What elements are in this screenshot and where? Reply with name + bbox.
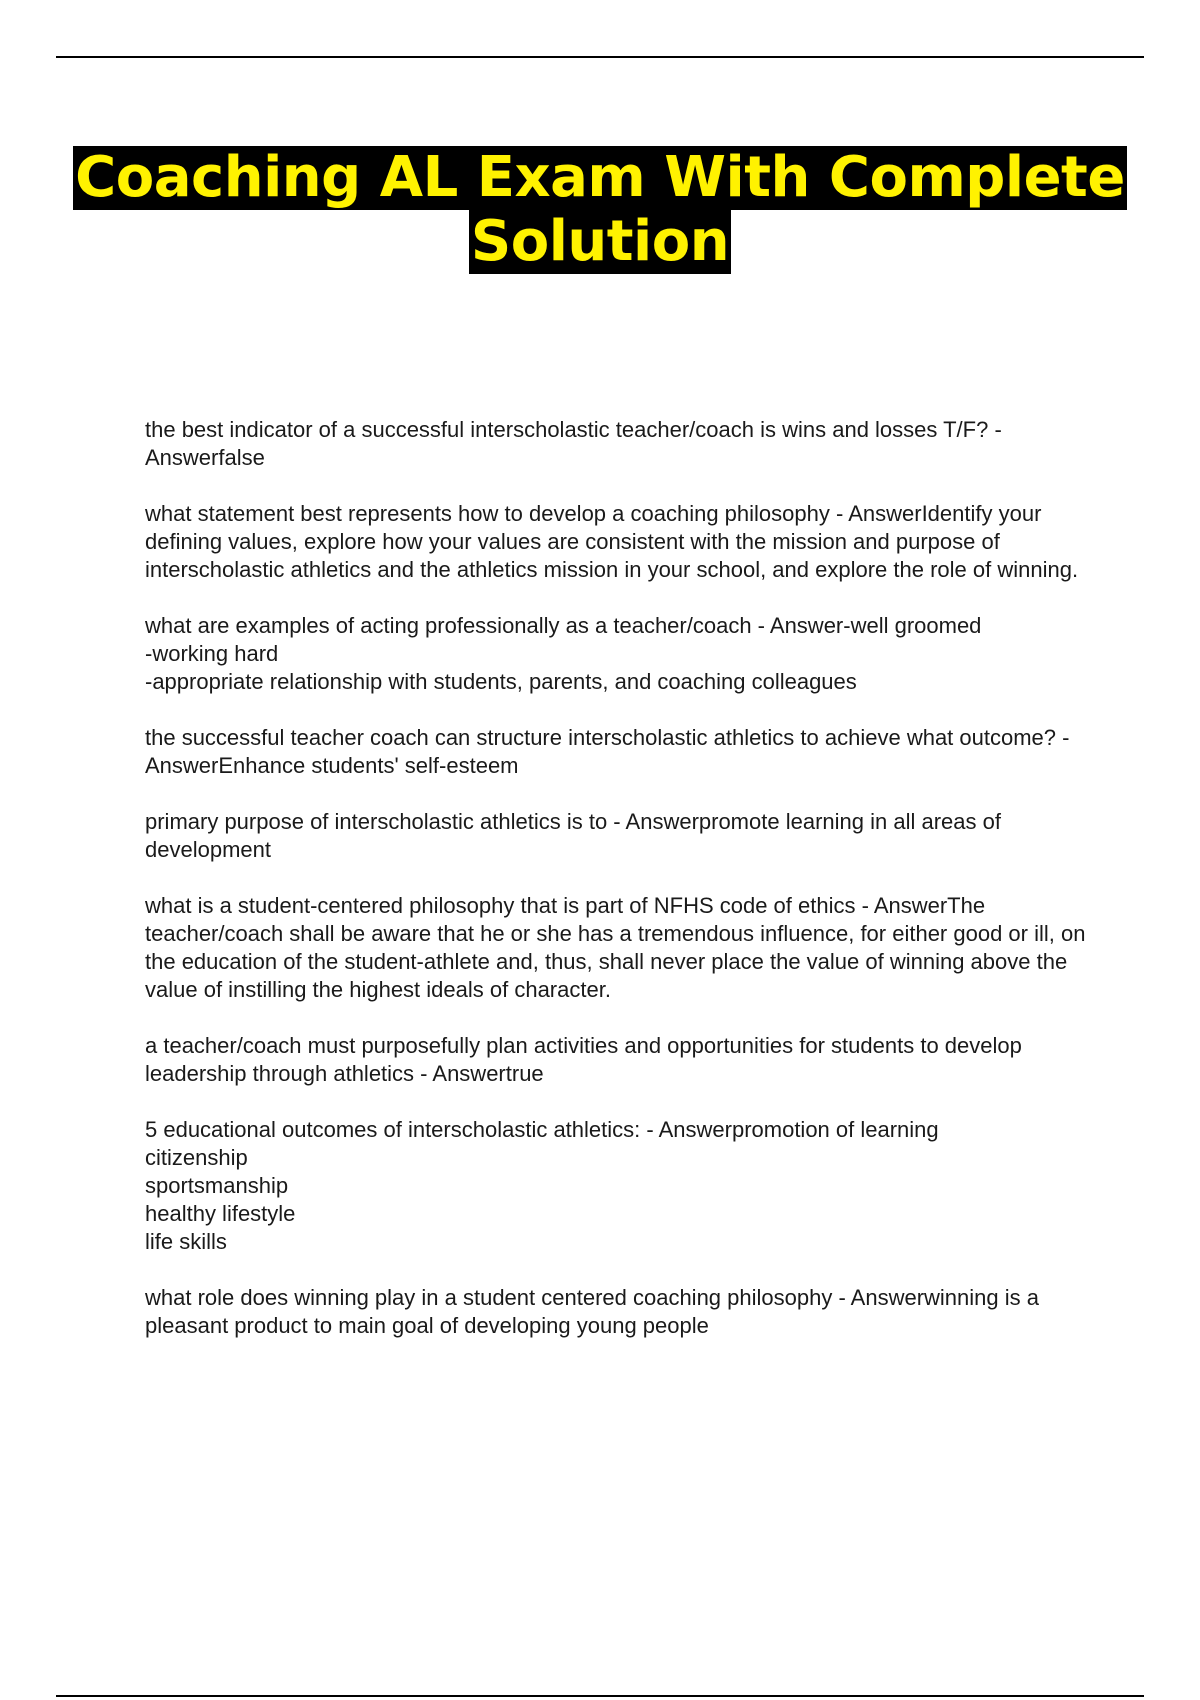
qa-item: what statement best represents how to develop a coaching philosophy - AnswerIdentify your defining values, explore how your values are consistent with the mission and purpose of interscholastic athletics and the athletics mission in your school, and explore the role of winning. [145,501,1079,582]
document-title [0,146,1200,274]
top-rule [56,56,1144,58]
qa-list [145,416,1095,1368]
qa-item: what are examples of acting professionally as a teacher/coach - Answer-well groomed -working hard -appropriate relationship with students, parents, and coaching colleagues [145,613,982,694]
bottom-rule [56,1695,1144,1697]
qa-item: 5 educational outcomes of interscholastic athletics: - Answerpromotion of learning citizenship sportsmanship healthy lifestyle life skills [145,1117,939,1254]
qa-item: what is a student-centered philosophy that is part of NFHS code of ethics - AnswerThe teacher/coach shall be aware that he or she has a tremendous influence, for either good or ill, on the education of the student-athlete and, thus, shall never place the value of winning above the value of instilling the highest ideals of character. [145,893,1086,1002]
qa-item: a teacher/coach must purposefully plan activities and opportunities for students to develop leadership through athletics - Answertrue [145,1033,1022,1086]
qa-item: primary purpose of interscholastic athletics is to - Answerpromote learning in all areas of development [145,809,1001,862]
qa-item: what role does winning play in a student centered coaching philosophy - Answerwinning is a pleasant product to main goal of developing young people [145,1285,1039,1338]
title-line-2: Solution [470,209,730,274]
qa-item: the successful teacher coach can structure interscholastic athletics to achieve what outcome? - AnswerEnhance students' self-esteem [145,725,1070,778]
qa-item: the best indicator of a successful interscholastic teacher/coach is wins and losses T/F? - Answerfalse [145,417,1002,470]
title-line-1: Coaching AL Exam With Complete [75,145,1125,210]
